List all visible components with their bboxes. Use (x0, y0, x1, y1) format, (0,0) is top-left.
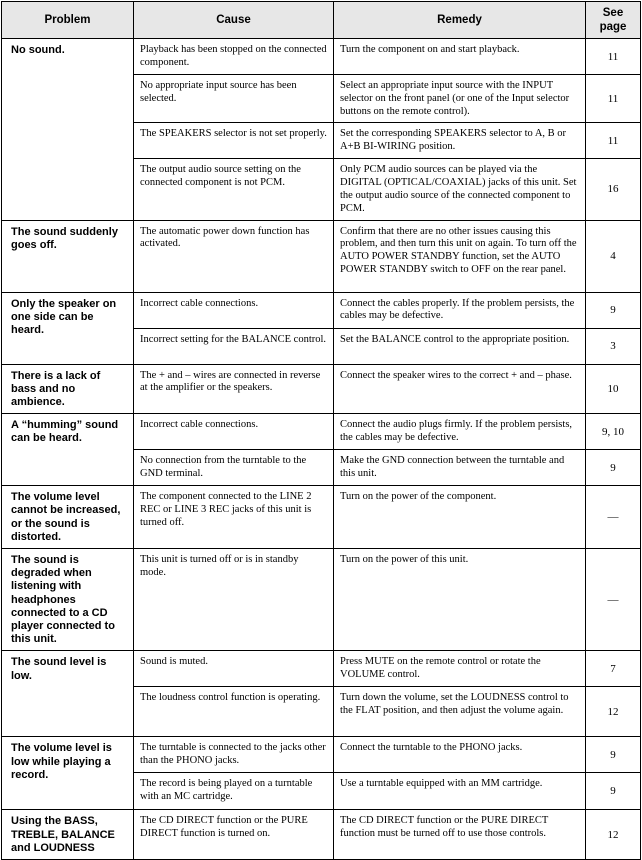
remedy-cell: Select an appropriate input source with the INPUT selector on the front panel (or one of the Input selector buttons on the remote control). (334, 75, 586, 123)
cause-cell: Incorrect setting for the BALANCE control. (134, 328, 334, 364)
cause-cell: Playback has been stopped on the connected component. (134, 39, 334, 75)
cause-cell: The SPEAKERS selector is not set properly. (134, 123, 334, 159)
cause-cell: The loudness control function is operating. (134, 687, 334, 737)
see-page-cell: 3 (586, 328, 641, 364)
cause-cell: Incorrect cable connections. (134, 292, 334, 328)
remedy-cell: Connect the cables properly. If the problem persists, the cables may be defective. (334, 292, 586, 328)
problem-cell: Only the speaker on one side can be heard. (2, 292, 134, 364)
remedy-cell: Connect the turntable to the PHONO jacks. (334, 737, 586, 773)
see-page-cell: 11 (586, 39, 641, 75)
cause-cell: Incorrect cable connections. (134, 414, 334, 450)
cause-cell: The record is being played on a turntable with an MC cartridge. (134, 773, 334, 810)
cause-cell: No appropriate input source has been selected. (134, 75, 334, 123)
problem-cell: The volume level is low while playing a record. (2, 737, 134, 810)
header-page: page (599, 21, 627, 33)
see-page-cell: 7 (586, 651, 641, 687)
see-page-cell: 4 (586, 220, 641, 292)
remedy-cell: Connect the speaker wires to the correct + and – phase. (334, 364, 586, 414)
header-remedy: Remedy (334, 2, 586, 39)
remedy-cell: Set the corresponding SPEAKERS selector to A, B or A+B BI-WIRING position. (334, 123, 586, 159)
header-cause: Cause (134, 2, 334, 39)
see-page-cell: 9 (586, 737, 641, 773)
cause-cell: No connection from the turntable to the GND terminal. (134, 450, 334, 486)
header-see-page (586, 2, 641, 39)
problem-cell: The sound level is low. (2, 651, 134, 737)
header-problem: Problem (2, 2, 134, 39)
table-header-row (2, 2, 641, 39)
remedy-cell: Turn on the power of this unit. (334, 549, 586, 651)
cause-cell: This unit is turned off or is in standby mode. (134, 549, 334, 651)
remedy-cell: Use a turntable equipped with an MM cartridge. (334, 773, 586, 810)
table-row (2, 549, 641, 651)
table-row (2, 364, 641, 414)
remedy-cell: Only PCM audio sources can be played via the DIGITAL (OPTICAL/COAXIAL) jacks of this unit. Set the output audio source of the connected component to PCM. (334, 159, 586, 220)
see-page-cell: 16 (586, 159, 641, 220)
table-row (2, 737, 641, 773)
table-row (2, 39, 641, 75)
remedy-cell: Make the GND connection between the turntable and this unit. (334, 450, 586, 486)
see-page-cell: 12 (586, 810, 641, 860)
troubleshooting-table (1, 1, 641, 860)
remedy-cell: Confirm that there are no other issues causing this problem, and then turn this unit on again. To turn off the AUTO POWER STANDBY function, set the AUTO POWER STANDBY switch to OFF on the rear panel. (334, 220, 586, 292)
remedy-cell: Turn on the power of the component. (334, 486, 586, 549)
cause-cell: Sound is muted. (134, 651, 334, 687)
see-page-cell: 9, 10 (586, 414, 641, 450)
table-row (2, 810, 641, 860)
cause-cell: The turntable is connected to the jacks other than the PHONO jacks. (134, 737, 334, 773)
problem-cell: The sound suddenly goes off. (2, 220, 134, 292)
cause-cell: The CD DIRECT function or the PURE DIRECT function is turned on. (134, 810, 334, 860)
see-page-cell: 9 (586, 773, 641, 810)
cause-cell: The + and – wires are connected in reverse at the amplifier or the speakers. (134, 364, 334, 414)
problem-cell: Using the BASS, TREBLE, BALANCE and LOUDNESS (2, 810, 134, 860)
see-page-cell: 11 (586, 123, 641, 159)
see-page-cell: 10 (586, 364, 641, 414)
cause-cell: The automatic power down function has activated. (134, 220, 334, 292)
table-row (2, 220, 641, 292)
remedy-cell: Turn down the volume, set the LOUDNESS control to the FLAT position, and then adjust the volume again. (334, 687, 586, 737)
cause-cell: The component connected to the LINE 2 REC or LINE 3 REC jacks of this unit is turned off. (134, 486, 334, 549)
see-page-cell: 12 (586, 687, 641, 737)
remedy-cell: Set the BALANCE control to the appropriate position. (334, 328, 586, 364)
table-row (2, 486, 641, 549)
see-page-cell: 9 (586, 450, 641, 486)
problem-cell: There is a lack of bass and no ambience. (2, 364, 134, 414)
remedy-cell: Connect the audio plugs firmly. If the problem persists, the cables may be defective. (334, 414, 586, 450)
problem-cell: The volume level cannot be increased, or the sound is distorted. (2, 486, 134, 549)
table-row (2, 414, 641, 450)
cause-cell: The output audio source setting on the connected component is not PCM. (134, 159, 334, 220)
table-row (2, 292, 641, 328)
problem-cell: The sound is degraded when listening with headphones connected to a CD player connected to this unit. (2, 549, 134, 651)
header-see: See (602, 7, 624, 19)
remedy-cell: The CD DIRECT function or the PURE DIRECT function must be turned off to use those controls. (334, 810, 586, 860)
remedy-cell: Turn the component on and start playback. (334, 39, 586, 75)
table-body (2, 39, 641, 860)
problem-cell: No sound. (2, 39, 134, 221)
see-page-cell: — (586, 486, 641, 549)
problem-cell: A “humming” sound can be heard. (2, 414, 134, 486)
see-page-cell: — (586, 549, 641, 651)
table-row (2, 651, 641, 687)
see-page-cell: 9 (586, 292, 641, 328)
remedy-cell: Press MUTE on the remote control or rotate the VOLUME control. (334, 651, 586, 687)
see-page-cell: 11 (586, 75, 641, 123)
